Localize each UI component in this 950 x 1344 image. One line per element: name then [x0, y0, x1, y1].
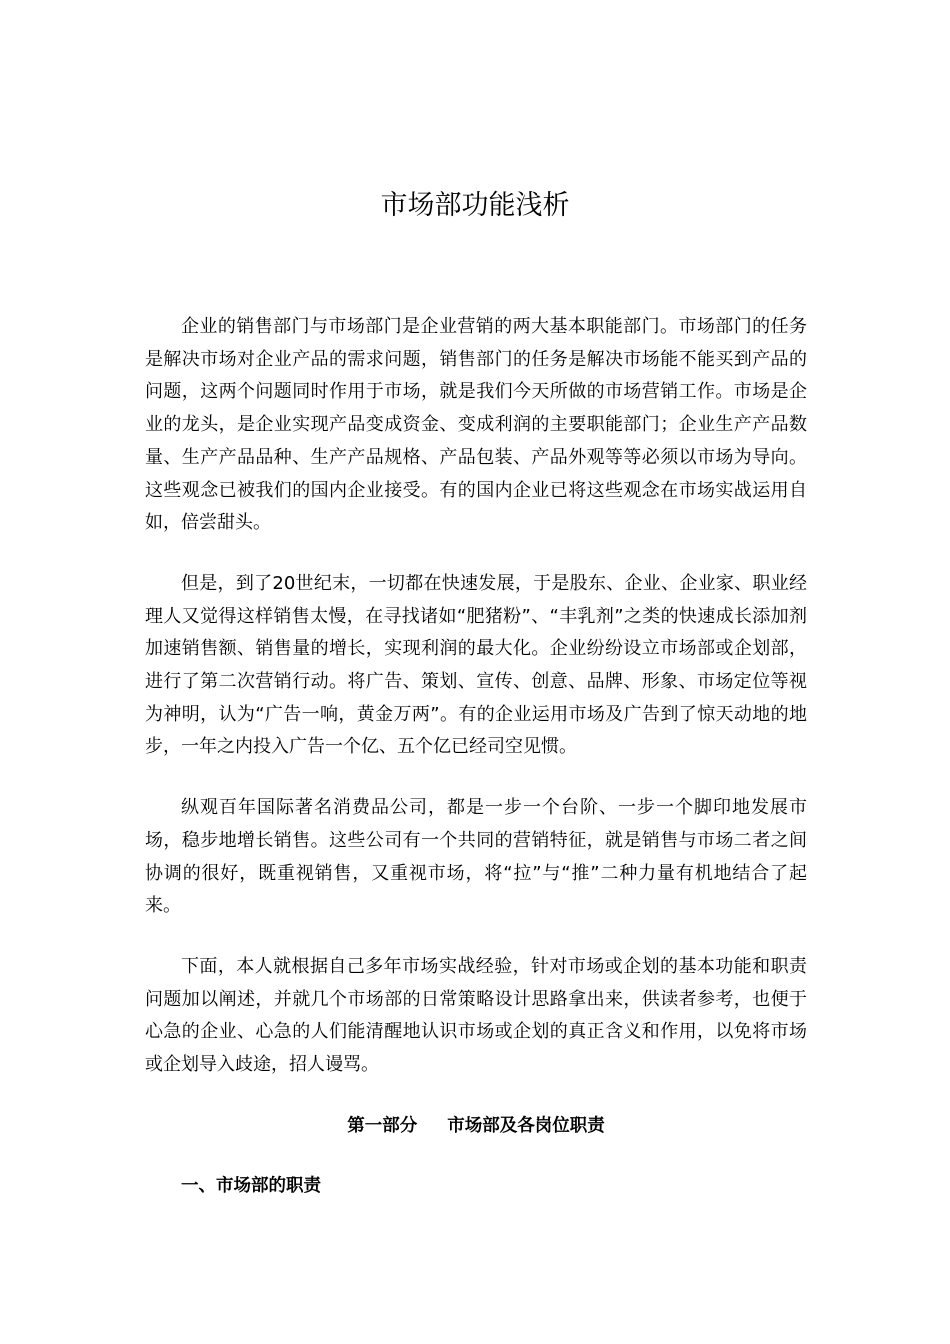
document-body — [145, 311, 807, 1202]
paragraph-author-intent: 下面，本人就根据自己多年市场实战经验，针对市场或企划的基本功能和职责问题加以阐述，并就几个市场部的日常策略设计思路拿出来，供读者参考，也便于心急的企业、心急的人们能清醒地认识市场或企划的真正含义和作用，以免将市场或企划导入歧途，招人谩骂。 — [145, 955, 807, 1076]
document-title: 市场部功能浅析 — [380, 190, 570, 221]
section-heading — [145, 1110, 807, 1142]
paragraph-international-companies: 纵观百年国际著名消费品公司，都是一步一个台阶、一步一个脚印地发展市场，稳步地增长销售。这些公司有一个共同的营销特征，就是销售与市场二者之间协调的很好，既重视销售，又重视市场，将“拉”与“推”二种力量有机地结合了起来。 — [145, 797, 807, 917]
section-title: 市场部及各岗位职责 — [447, 1115, 605, 1136]
paragraph-20th-century: 但是，到了20世纪末，一切都在快速发展，于是股东、企业、企业家、职业经理人又觉得这样销售太慢，在寻找诸如“肥猪粉”、“丰乳剂”之类的快速成长添加剂加速销售额、销售量的增长，实现利润的最大化。企业纷纷设立市场部或企划部，进行了第二次营销行动。将广告、策划、宣传、创意、品牌、形象、市场定位等视为神明，认为“广告一响，黄金万两”。有的企业运用市场及广告到了惊天动地的地步，一年之内投入广告一个亿、五个亿已经司空见惯。 — [145, 572, 807, 758]
paragraph-intro: 企业的销售部门与市场部门是企业营销的两大基本职能部门。市场部门的任务是解决市场对企业产品的需求问题，销售部门的任务是解决市场能不能买到产品的问题，这两个问题同时作用于市场，就是我们今天所做的市场营销工作。市场是企业的龙头，是企业实现产品变成资金、变成利润的主要职能部门；企业生产产品数量、生产产品品种、生产产品规格、产品包装、产品外观等等必须以市场为导向。这些观念已被我们的国内企业接受。有的国内企业已将这些观念在市场实战运用自如，倍尝甜头。 — [145, 316, 807, 534]
section-part-label: 第一部分 — [347, 1115, 418, 1136]
subsection-heading: 一、市场部的职责 — [181, 1175, 321, 1196]
